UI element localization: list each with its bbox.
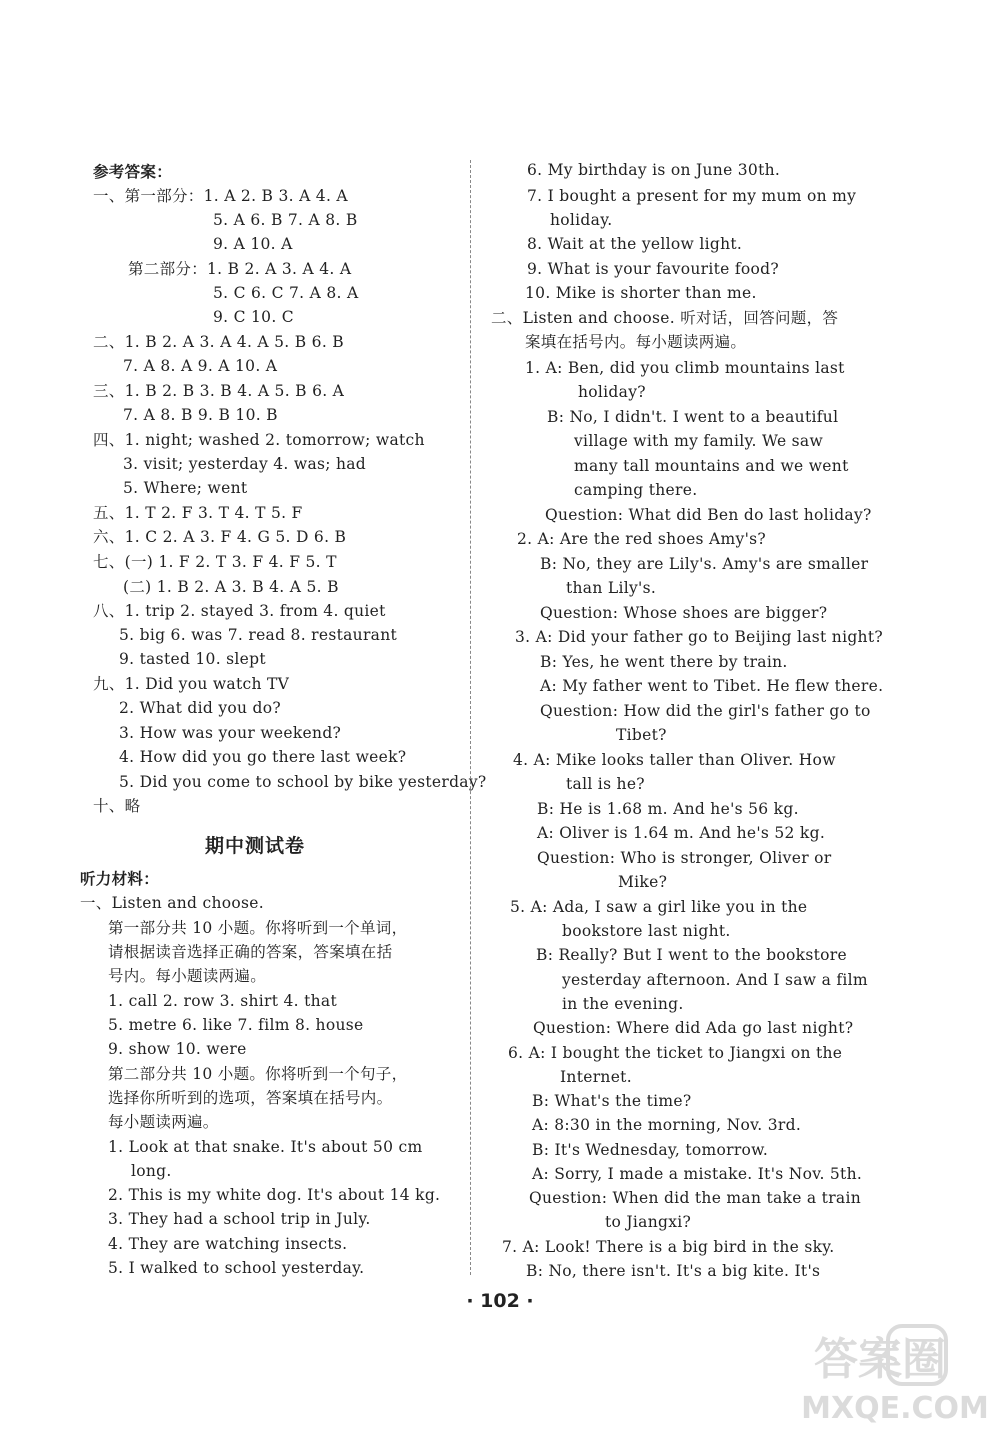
left-line: 九、1. Did you watch TV (93, 675, 290, 693)
left-line: 一、第一部分：1. A 2. B 3. A 4. A (93, 187, 348, 205)
left-line: 请根据读音选择正确的答案，答案填在括 (108, 943, 393, 961)
right-line: Mike? (618, 873, 668, 891)
right-line: 7. I bought a present for my mum on my (527, 187, 857, 205)
right-line: B: Really? But I went to the bookstore (536, 946, 847, 964)
left-line: 四、1. night; washed 2. tomorrow; watch (93, 431, 425, 449)
left-line: 5. metre 6. like 7. film 8. house (108, 1016, 364, 1034)
left-line: 十、略 (93, 797, 141, 815)
left-line: 3. How was your weekend? (119, 724, 342, 742)
right-line: in the evening. (562, 995, 684, 1013)
right-line: B: No, I didn't. I went to a beautiful (547, 408, 839, 426)
left-line: 2. What did you do? (119, 699, 282, 717)
right-line: Question: What did Ben do last holiday? (545, 506, 872, 524)
left-line: 五、1. T 2. F 3. T 4. T 5. F (93, 504, 303, 522)
right-line: Tibet? (616, 726, 667, 744)
left-line: 第二部分共 10 小题。你将听到一个句子， (108, 1065, 408, 1083)
left-line: 7. A 8. A 9. A 10. A (123, 357, 278, 375)
left-line: 参考答案： (93, 163, 173, 181)
right-line: A: 8:30 in the morning, Nov. 3rd. (532, 1116, 802, 1134)
left-line: 3. visit; yesterday 4. was; had (123, 455, 367, 473)
left-line: 七、(一) 1. F 2. T 3. F 4. F 5. T (93, 553, 337, 571)
left-line: 9. C 10. C (213, 308, 294, 326)
watermark-text: 答案圈 (814, 1334, 946, 1385)
left-line: 9. show 10. were (108, 1040, 247, 1058)
left-line: 选择你所听到的选项，答案填在括号内。 (108, 1089, 393, 1107)
right-line: 二、Listen and choose. 听对话，回答问题，答 (491, 309, 839, 327)
left-line: (二) 1. B 2. A 3. B 4. A 5. B (123, 578, 339, 596)
right-line: tall is he? (566, 775, 645, 793)
left-line: 六、1. C 2. A 3. F 4. G 5. D 6. B (93, 528, 347, 546)
right-line: B: No, there isn't. It's a big kite. It's (526, 1262, 821, 1280)
left-line: 1. Look at that snake. It's about 50 cm (108, 1138, 423, 1156)
column-divider (470, 160, 471, 1275)
left-line: 一、Listen and choose. (80, 894, 264, 912)
right-line: B: It's Wednesday, tomorrow. (532, 1141, 769, 1159)
left-line: 5. I walked to school yesterday. (108, 1259, 365, 1277)
left-line: 每小题读两遍。 (108, 1113, 219, 1131)
right-line: holiday? (578, 383, 646, 401)
left-line: 9. tasted 10. slept (119, 650, 266, 668)
right-line: 6. A: I bought the ticket to Jiangxi on the (508, 1044, 843, 1062)
left-line: 2. This is my white dog. It's about 14 kg. (108, 1186, 441, 1204)
right-line: 案填在括号内。每小题读两遍。 (525, 333, 747, 351)
right-line: Question: Where did Ada go last night? (533, 1019, 854, 1037)
left-line: 二、1. B 2. A 3. A 4. A 5. B 6. B (93, 333, 344, 351)
right-line: B: No, they are Lily's. Amy's are smaller (540, 555, 869, 573)
left-line: 第一部分共 10 小题。你将听到一个单词， (108, 919, 408, 937)
left-line: 9. A 10. A (213, 235, 293, 253)
right-line: A: Sorry, I made a mistake. It's Nov. 5th. (532, 1165, 863, 1183)
right-line: 5. A: Ada, I saw a girl like you in the (510, 898, 808, 916)
left-line: 3. They had a school trip in July. (108, 1210, 371, 1228)
left-line: 八、1. trip 2. stayed 3. from 4. quiet (93, 602, 386, 620)
left-line: 4. How did you go there last week? (119, 748, 407, 766)
right-line: Question: How did the girl's father go to (540, 702, 871, 720)
left-line: 5. Where; went (123, 479, 248, 497)
right-line: camping there. (574, 481, 698, 499)
left-line: 号内。每小题读两遍。 (108, 967, 267, 985)
left-line: 第二部分：1. B 2. A 3. A 4. A (128, 260, 352, 278)
right-line: village with my family. We saw (574, 432, 824, 450)
left-line: long. (131, 1162, 172, 1180)
right-line: B: He is 1.68 m. And he's 56 kg. (537, 800, 799, 818)
right-line: to Jiangxi? (605, 1213, 692, 1231)
right-line: 1. A: Ben, did you climb mountains last (525, 359, 845, 377)
right-line: Question: Whose shoes are bigger? (540, 604, 828, 622)
right-line: A: My father went to Tibet. He flew there. (540, 677, 884, 695)
right-line: 8. Wait at the yellow light. (527, 235, 743, 253)
left-line: 5. A 6. B 7. A 8. B (213, 211, 358, 229)
left-line: 5. Did you come to school by bike yesterday? (119, 773, 487, 791)
right-line: 4. A: Mike looks taller than Oliver. How (513, 751, 836, 769)
left-line: 4. They are watching insects. (108, 1235, 348, 1253)
right-line: bookstore last night. (562, 922, 731, 940)
right-line: yesterday afternoon. And I saw a film (562, 971, 868, 989)
right-line: 7. A: Look! There is a big bird in the sky. (502, 1238, 835, 1256)
right-line: Question: Who is stronger, Oliver or (537, 849, 832, 867)
right-line: 6. My birthday is on June 30th. (527, 161, 781, 179)
right-line: many tall mountains and we went (574, 457, 849, 475)
left-line: 三、1. B 2. B 3. B 4. A 5. B 6. A (93, 382, 345, 400)
right-line: A: Oliver is 1.64 m. And he's 52 kg. (537, 824, 826, 842)
right-line: 2. A: Are the red shoes Amy's? (517, 530, 766, 548)
left-line: 7. A 8. B 9. B 10. B (123, 406, 278, 424)
left-line: 5. C 6. C 7. A 8. A (213, 284, 359, 302)
watermark-logo (800, 1322, 990, 1426)
right-line: Question: When did the man take a train (529, 1189, 862, 1207)
right-line: B: What's the time? (532, 1092, 692, 1110)
page-number: · 102 · (466, 1290, 534, 1312)
right-line: 9. What is your favourite food? (527, 260, 779, 278)
right-line: 10. Mike is shorter than me. (525, 284, 757, 302)
right-line: than Lily's. (566, 579, 657, 597)
left-line: 1. call 2. row 3. shirt 4. that (108, 992, 338, 1010)
left-line: 听力材料： (80, 870, 160, 888)
section-title: 期中测试卷 (205, 835, 306, 857)
right-line: holiday. (550, 211, 613, 229)
right-line: 3. A: Did your father go to Beijing last night? (515, 628, 883, 646)
right-line: B: Yes, he went there by train. (540, 653, 788, 671)
watermark-url: MXQE.COM (801, 1391, 989, 1426)
left-line: 5. big 6. was 7. read 8. restaurant (119, 626, 398, 644)
right-line: Internet. (560, 1068, 632, 1086)
